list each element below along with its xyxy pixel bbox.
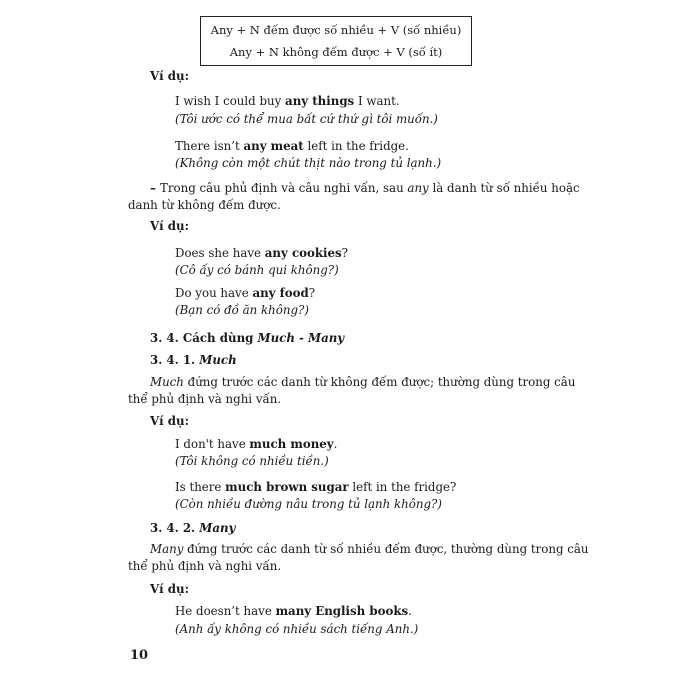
bold-text: 3. 4. Cách dùng [150,331,258,345]
bold-text: any meat [243,139,304,153]
text-line [150,541,589,557]
text-line [175,285,315,301]
italic-text: (Tôi không có nhiều tiền.) [175,454,329,468]
text-line [175,93,400,109]
text-line [150,180,580,196]
bold-text: much money [249,437,334,451]
text-line [175,111,438,127]
text-line [150,581,189,597]
text: Is there [175,480,226,494]
text-line [175,496,442,512]
italic-text: Many [150,542,184,556]
text-line [150,352,237,368]
italic-text: (Bạn có đồ ăn không?) [175,303,309,317]
text: . [333,437,338,451]
text: I don't have [175,437,250,451]
bold-text: Ví dụ: [150,414,189,428]
bold-text: much brown sugar [225,480,349,494]
text: là danh từ số nhiều hoặc [428,181,580,195]
text: ? [308,286,316,300]
bold-text: Ví dụ: [150,219,189,233]
bold-text: Much - Many [257,331,345,345]
text-line [175,138,409,154]
italic-text: Much [150,375,184,389]
bold-text: many English books [275,604,409,618]
text: đứng trước các danh từ số nhiều đếm được, thường dùng trong câu [183,542,589,556]
text: He doesn’t have [175,604,276,618]
text: There isn’t [175,139,244,153]
text-line [150,374,575,390]
text: đứng trước các danh từ không đếm được; thường dùng trong câu [183,375,576,389]
formula-line: Any + N không đếm được + V (số ít) [229,45,443,59]
text: danh từ không đếm được. [128,198,281,212]
bold-text: Ví dụ: [150,69,189,83]
italic-text: (Không còn một chút thịt nào trong tủ lạnh.) [175,156,442,170]
italic-text: (Cô ấy có bánh qui không?) [175,263,339,277]
text-line [128,558,281,574]
bold-text: 3. 4. 1. [150,353,200,367]
text-line [175,155,441,171]
text-line [175,302,309,318]
text-line [150,218,189,234]
text: . [408,604,412,618]
text: left in the fridge. [303,139,409,153]
text-line [150,413,189,429]
italic-text: (Anh ấy không có nhiều sách tiếng Anh.) [175,622,419,636]
text: I wish I could buy [175,94,286,108]
bold-text: any food [252,286,309,300]
text: Does she have [175,246,265,260]
text-line [175,262,339,278]
italic-text: any [407,181,429,195]
italic-text: (Tôi ước có thể mua bất cứ thứ gì tôi muốn.) [175,112,438,126]
text: thể phủ định và nghi vấn. [128,392,282,406]
text-line [175,603,412,619]
text-line [175,436,337,452]
text-line [150,520,235,536]
text-line [175,479,456,495]
formula-line: Any + N đếm được số nhiều + V (số nhiều) [210,23,462,37]
text-line [128,391,281,407]
bold-text: – [150,181,161,195]
bold-text: any things [285,94,355,108]
text-line [175,245,348,261]
text: Do you have [175,286,253,300]
formula-box [200,16,472,66]
text-line [150,68,189,84]
text-line [175,621,418,637]
bold-text: any cookies [264,246,342,260]
bold-text: Much [199,353,237,367]
text: left in the fridge? [348,480,457,494]
text-line [128,197,281,213]
text: thể phủ định và nghi vấn. [128,559,282,573]
bold-text: 3. 4. 2. [150,521,200,535]
italic-text: (Còn nhiều đường nâu trong tủ lạnh không?) [175,497,442,511]
text-line [175,453,329,469]
bold-text: Many [199,521,236,535]
bold-text: Ví dụ: [150,582,189,596]
text-line [150,330,344,346]
text: I want. [354,94,400,108]
page-number: 10 [130,648,149,663]
text: ? [341,246,348,260]
text: Trong câu phủ định và câu nghi vấn, sau [160,181,408,195]
